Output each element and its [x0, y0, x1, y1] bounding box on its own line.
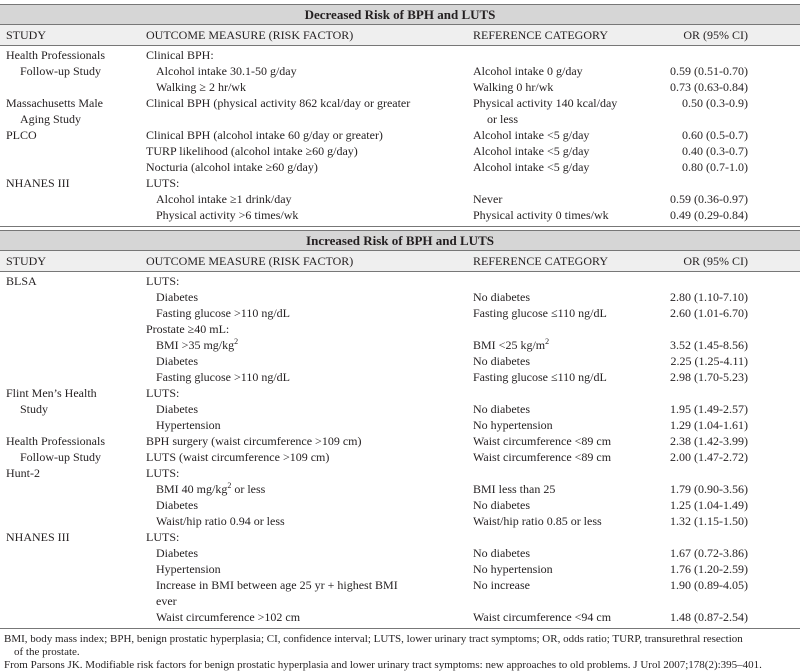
column-header-row	[0, 25, 800, 46]
study-cell	[0, 593, 144, 609]
outcome-text: BMI >35 mg/kg	[156, 338, 235, 352]
reference-cell	[468, 337, 670, 353]
section-body	[0, 46, 800, 227]
odds-ratio-cell: 0.49 (0.29-0.84)	[670, 208, 748, 222]
outcome-cell: Waist/hip ratio 0.94 or less	[156, 514, 285, 528]
odds-ratio-cell: 2.60 (1.01-6.70)	[670, 306, 748, 320]
study-cell: Massachusetts Male	[6, 96, 103, 110]
table-row	[0, 63, 800, 79]
table-row	[0, 417, 800, 433]
outcome-cell: LUTS:	[146, 386, 180, 400]
odds-ratio-cell	[670, 273, 800, 289]
table-footnotes	[0, 629, 800, 672]
reference-cell: No hypertension	[473, 562, 553, 576]
odds-ratio-cell	[670, 593, 800, 609]
outcome-cell	[144, 111, 468, 127]
odds-ratio-cell	[670, 465, 800, 481]
odds-ratio-cell: 2.00 (1.47-2.72)	[670, 450, 748, 464]
table-row	[0, 127, 800, 143]
odds-ratio-cell	[670, 111, 800, 127]
outcome-cell: Clinical BPH:	[146, 48, 214, 62]
column-header: STUDY	[6, 254, 47, 268]
odds-ratio-cell: 0.50 (0.3-0.9)	[682, 96, 748, 110]
study-cell	[0, 561, 144, 577]
outcome-cell: Nocturia (alcohol intake ≥60 g/day)	[146, 160, 318, 174]
odds-ratio-cell: 1.90 (0.89-4.05)	[670, 578, 748, 592]
outcome-text: BMI 40 mg/kg	[156, 482, 228, 496]
outcome-cell: Prostate ≥40 mL:	[146, 322, 230, 336]
study-cell: PLCO	[6, 128, 37, 142]
odds-ratio-cell: 1.29 (1.04-1.61)	[670, 418, 748, 432]
study-cell: NHANES III	[6, 530, 70, 544]
table-row	[0, 79, 800, 95]
odds-ratio-cell	[670, 321, 800, 337]
table-row	[0, 305, 800, 321]
reference-cell: Never	[473, 192, 503, 206]
outcome-cell: Clinical BPH (alcohol intake 60 g/day or greater)	[146, 128, 383, 142]
outcome-cell: Clinical BPH (physical activity 862 kcal/day or greater	[146, 96, 411, 110]
study-cell: NHANES III	[6, 176, 70, 190]
table-row	[0, 159, 800, 175]
study-cell	[0, 545, 144, 561]
study-cell: Hunt-2	[6, 466, 40, 480]
study-cell	[0, 577, 144, 593]
reference-cell: Walking 0 hr/wk	[473, 80, 554, 94]
odds-ratio-cell: 0.59 (0.51-0.70)	[670, 64, 748, 78]
abbreviations-text: BMI, body mass index; BPH, benign prostatic hyperplasia; CI, confidence interval; LUTS, lower urinary tract symptoms; OR, odds ratio; TURP, transurethral resection	[4, 633, 743, 645]
study-cell	[0, 353, 144, 369]
outcome-superscript: 2	[234, 337, 239, 346]
outcome-cell: Waist circumference >102 cm	[156, 610, 301, 624]
study-cell	[0, 111, 144, 127]
outcome-superscript: 2	[227, 481, 232, 490]
odds-ratio-cell: 1.48 (0.87-2.54)	[670, 610, 748, 624]
abbreviations-note	[4, 633, 794, 646]
outcome-cell: BPH surgery (waist circumference >109 cm)	[146, 434, 362, 448]
study-name-cont: Follow-up Study	[20, 450, 102, 464]
reference-cell	[468, 593, 670, 609]
column-header: OR (95% CI)	[683, 254, 748, 268]
table-row	[0, 529, 800, 545]
reference-cell	[468, 321, 670, 337]
column-header: REFERENCE CATEGORY	[473, 28, 609, 42]
odds-ratio-cell: 1.95 (1.49-2.57)	[670, 402, 748, 416]
table-row	[0, 609, 800, 625]
reference-cell: No hypertension	[473, 418, 553, 432]
column-header: OR (95% CI)	[683, 28, 748, 42]
study-cell	[0, 449, 144, 465]
reference-cell: Waist circumference <89 cm	[473, 450, 612, 464]
table-row	[0, 465, 800, 481]
outcome-cell: ever	[156, 594, 177, 608]
source-note: From Parsons JK. Modifiable risk factors for benign prostatic hyperplasia and lower urinary tract symptoms: new approaches to old problems. J Urol 2007;178(2):395–401.	[4, 659, 762, 671]
reference-cell: Waist circumference <89 cm	[473, 434, 612, 448]
reference-cell: No diabetes	[473, 402, 530, 416]
study-cell	[0, 207, 144, 223]
reference-cell	[468, 111, 670, 127]
reference-text: BMI <25 kg/m	[473, 338, 546, 352]
outcome-cell: Hypertension	[156, 418, 221, 432]
odds-ratio-cell	[670, 529, 800, 545]
odds-ratio-cell: 1.79 (0.90-3.56)	[670, 482, 748, 496]
study-cell	[0, 481, 144, 497]
table-row	[0, 369, 800, 385]
outcome-cell: Diabetes	[156, 546, 198, 560]
odds-ratio-cell: 1.32 (1.15-1.50)	[670, 514, 748, 528]
reference-cell: No diabetes	[473, 290, 530, 304]
study-cell	[0, 369, 144, 385]
outcome-cell: LUTS:	[146, 466, 180, 480]
table-row	[0, 321, 800, 337]
study-cell: BLSA	[6, 274, 37, 288]
outcome-cell	[144, 481, 468, 497]
outcome-cell: LUTS:	[146, 176, 180, 190]
study-cell	[0, 191, 144, 207]
table-row	[0, 289, 800, 305]
reference-cell: Alcohol intake <5 g/day	[473, 160, 590, 174]
section-title: Increased Risk of BPH and LUTS	[0, 230, 800, 251]
table-row	[0, 401, 800, 417]
column-header: OUTCOME MEASURE (RISK FACTOR)	[146, 254, 354, 268]
study-name-cont: Aging Study	[20, 112, 82, 126]
study-cell: Health Professionals	[6, 48, 105, 62]
table-row	[0, 111, 800, 127]
study-cell: Flint Men’s Health	[6, 386, 97, 400]
reference-cont: or less	[487, 112, 518, 126]
odds-ratio-cell: 0.73 (0.63-0.84)	[670, 80, 748, 94]
study-cell	[0, 289, 144, 305]
reference-cell	[468, 529, 670, 545]
column-header-row	[0, 251, 800, 272]
table-row	[0, 385, 800, 401]
reference-cell: Physical activity 0 times/wk	[473, 208, 609, 222]
table-row	[0, 337, 800, 353]
outcome-cell: LUTS (waist circumference >109 cm)	[146, 450, 330, 464]
study-cell	[0, 497, 144, 513]
outcome-cell: TURP likelihood (alcohol intake ≥60 g/day)	[146, 144, 358, 158]
table-row	[0, 433, 800, 449]
reference-cell: Fasting glucose ≤110 ng/dL	[473, 370, 607, 384]
study-cell	[0, 513, 144, 529]
abbreviations-note-cont: of the prostate.	[14, 646, 80, 658]
outcome-cell: Physical activity >6 times/wk	[156, 208, 299, 222]
reference-cell: Physical activity 140 kcal/day	[473, 96, 618, 110]
odds-ratio-cell: 0.59 (0.36-0.97)	[670, 192, 748, 206]
reference-cell	[468, 465, 670, 481]
reference-cell	[468, 385, 670, 401]
table-row	[0, 513, 800, 529]
reference-cell: No diabetes	[473, 546, 530, 560]
table-row	[0, 47, 800, 63]
section-body	[0, 272, 800, 629]
reference-cell: Waist circumference <94 cm	[473, 610, 612, 624]
outcome-cell: Increase in BMI between age 25 yr + highest BMI	[156, 578, 398, 592]
odds-ratio-cell: 2.38 (1.42-3.99)	[670, 434, 748, 448]
reference-cell: Waist/hip ratio 0.85 or less	[473, 514, 602, 528]
outcome-cell: Diabetes	[156, 290, 198, 304]
outcome-cell: LUTS:	[146, 530, 180, 544]
odds-ratio-cell: 0.40 (0.3-0.7)	[682, 144, 748, 158]
column-header: STUDY	[6, 28, 47, 42]
odds-ratio-cell: 0.60 (0.5-0.7)	[682, 128, 748, 142]
study-name-cont: Study	[20, 402, 49, 416]
reference-cell	[468, 47, 670, 63]
odds-ratio-cell: 1.76 (1.20-2.59)	[670, 562, 748, 576]
outcome-cell	[144, 337, 468, 353]
study-cell	[0, 79, 144, 95]
study-cell	[0, 143, 144, 159]
outcome-cell: Fasting glucose >110 ng/dL	[156, 370, 290, 384]
study-cell	[0, 609, 144, 625]
odds-ratio-cell	[670, 175, 800, 191]
reference-cell: Alcohol intake 0 g/day	[473, 64, 583, 78]
odds-ratio-cell: 0.80 (0.7-1.0)	[682, 160, 748, 174]
study-cell	[0, 305, 144, 321]
table-row	[0, 545, 800, 561]
table-row	[0, 95, 800, 111]
outcome-cell: Fasting glucose >110 ng/dL	[156, 306, 290, 320]
column-header: REFERENCE CATEGORY	[473, 254, 609, 268]
table-row	[0, 273, 800, 289]
odds-ratio-cell: 2.25 (1.25-4.11)	[670, 354, 748, 368]
study-cell	[0, 417, 144, 433]
table-row	[0, 191, 800, 207]
study-cell	[0, 321, 144, 337]
outcome-cell: LUTS:	[146, 274, 180, 288]
outcome-text-after: or less	[231, 482, 266, 496]
odds-ratio-cell: 3.52 (1.45-8.56)	[670, 338, 748, 352]
outcome-cell: Diabetes	[156, 402, 198, 416]
reference-cell: Alcohol intake <5 g/day	[473, 128, 590, 142]
study-cell: Health Professionals	[6, 434, 105, 448]
outcome-cell: Alcohol intake ≥1 drink/day	[156, 192, 292, 206]
study-cell	[0, 337, 144, 353]
reference-cell: No increase	[473, 578, 530, 592]
study-name-cont: Follow-up Study	[20, 64, 102, 78]
reference-cell: No diabetes	[473, 498, 530, 512]
odds-ratio-cell: 2.98 (1.70-5.23)	[670, 370, 748, 384]
table-row	[0, 175, 800, 191]
reference-cell: No diabetes	[473, 354, 530, 368]
reference-superscript: 2	[545, 337, 550, 346]
section-title: Decreased Risk of BPH and LUTS	[0, 4, 800, 25]
table-row	[0, 143, 800, 159]
risk-factor-table	[0, 4, 800, 629]
outcome-cell: Hypertension	[156, 562, 221, 576]
reference-cell: Alcohol intake <5 g/day	[473, 144, 590, 158]
study-cell	[0, 63, 144, 79]
reference-cell	[468, 273, 670, 289]
table-row	[0, 481, 800, 497]
odds-ratio-cell: 1.67 (0.72-3.86)	[670, 546, 748, 560]
odds-ratio-cell: 1.25 (1.04-1.49)	[670, 498, 748, 512]
reference-cell	[468, 175, 670, 191]
table-row	[0, 353, 800, 369]
outcome-cell: Diabetes	[156, 354, 198, 368]
odds-ratio-cell	[670, 47, 800, 63]
table-row	[0, 561, 800, 577]
reference-cell: Fasting glucose ≤110 ng/dL	[473, 306, 607, 320]
table-row	[0, 207, 800, 223]
outcome-cell: Walking ≥ 2 hr/wk	[156, 80, 246, 94]
odds-ratio-cell	[670, 385, 800, 401]
study-cell	[0, 159, 144, 175]
odds-ratio-cell: 2.80 (1.10-7.10)	[670, 290, 748, 304]
table-row	[0, 497, 800, 513]
reference-cell: BMI less than 25	[473, 482, 556, 496]
outcome-cell: Diabetes	[156, 498, 198, 512]
column-header: OUTCOME MEASURE (RISK FACTOR)	[146, 28, 354, 42]
study-cell	[0, 401, 144, 417]
table-row	[0, 449, 800, 465]
outcome-cell: Alcohol intake 30.1-50 g/day	[156, 64, 297, 78]
table-row	[0, 593, 800, 609]
table-row	[0, 577, 800, 593]
